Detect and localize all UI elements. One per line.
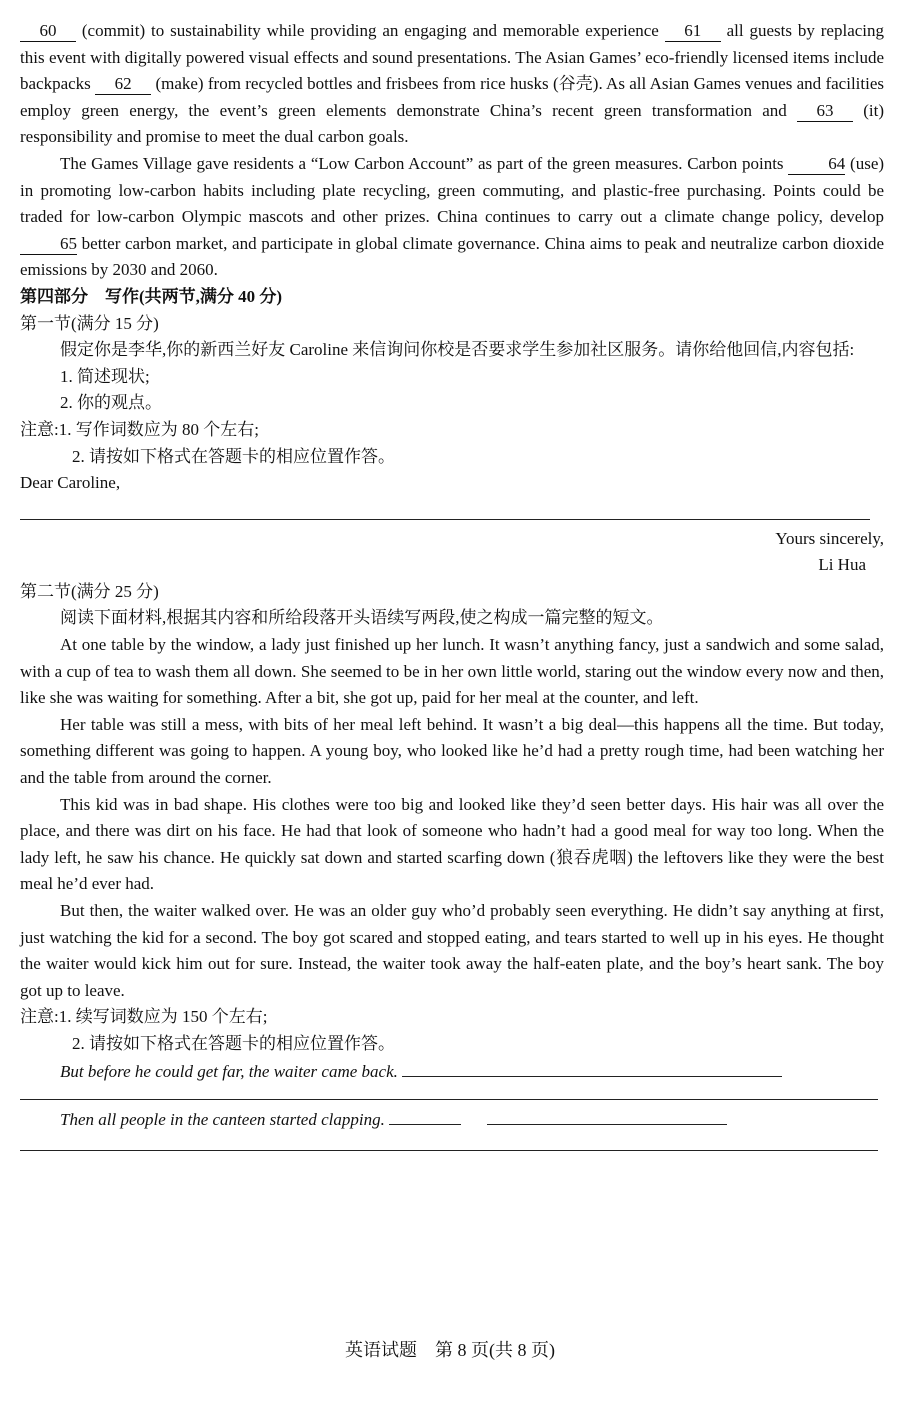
story-paragraph-1: At one table by the window, a lady just finished up her lunch. It wasn’t anything fancy, just a sandwich and some salad, with a cup of tea to wash them all down. She seemed to be in her own little world, staring out the window every now and then, like she was waiting for something. After a bit, she got up, paid for her meal at the counter, and left. <box>20 635 884 708</box>
continuation-starter-1 <box>20 1058 884 1086</box>
letter-closing: Yours sincerely, <box>775 528 884 548</box>
passage-text: (make) from recycled bottles and frisbees from rice husks (谷壳). As all Asian Games venues and facilities employ green energy, the event’s green elements demonstrate China’s recent green transformation and <box>20 74 884 120</box>
passage-text: better carbon market, and participate in global climate governance. China aims to peak and neutralize carbon dioxide emissions by 2030 and 2060. <box>20 233 884 280</box>
section2-note-1: 注意:1. 续写词数应为 150 个左右; <box>20 1007 268 1027</box>
section1-item-1: 1. 简述现状; <box>60 366 150 386</box>
page-footer: 英语试题 第 8 页(共 8 页) <box>345 1340 555 1360</box>
blank-63[interactable]: 63 <box>797 101 853 122</box>
blank-65[interactable]: 65 <box>20 234 77 255</box>
passage-text: (use) in promoting low-carbon habits including plate recycling, green commuting, and plastic-free purchasing. Points could be traded for low-carbon Olympic mascots and other prizes. China continues to carry out a climate change policy, develop <box>20 153 885 227</box>
exam-page <box>20 18 884 1151</box>
section1-item-2: 2. 你的观点。 <box>60 393 162 413</box>
continuation-starter-2 <box>20 1106 884 1134</box>
passage-paragraph-1 <box>20 18 884 151</box>
section1-prompt: 假定你是李华,你的新西兰好友 Caroline 来信询问你校是否要求学生参加社区服务。请你给他回信,内容包括: <box>60 340 855 360</box>
part4-heading: 第四部分 写作(共两节,满分 40 分) <box>20 286 283 306</box>
story-paragraph-2: Her table was still a mess, with bits of her meal left behind. It wasn’t a big deal—this happens all the time. But today, something different was going to happen. A young boy, who looked like he’d had a pretty rough time, had been watching her and the table from around the corner. <box>20 714 884 788</box>
section2-note-2: 2. 请按如下格式在答题卡的相应位置作答。 <box>72 1033 395 1053</box>
passage-text: all guests by replacing this event with digitally powered visual effects and sound presentations. The Asian Games’ eco-friendly licensed items include backpacks <box>20 21 885 94</box>
answer-line[interactable] <box>389 1106 461 1125</box>
blank-60[interactable]: 60 <box>20 21 76 42</box>
answer-line[interactable] <box>402 1058 782 1077</box>
story-paragraph-4: But then, the waiter walked over. He was an older guy who’d probably seen everything. He didn’t say anything at first, just watching the kid for a second. The boy got scared and stopped eating, and tears started to well up in his eyes. He thought the waiter would kick him out for sure. Instead, the waiter took away the half-eaten plate, and the boy’s heart sank. The boy got up to leave. <box>20 901 884 1000</box>
letter-answer-line[interactable] <box>20 519 870 520</box>
blank-62[interactable]: 62 <box>95 74 151 95</box>
starter-2-text: Then all people in the canteen started clapping. <box>60 1110 385 1130</box>
section1-heading: 第一节(满分 15 分) <box>20 313 159 333</box>
letter-salutation: Dear Caroline, <box>20 473 121 493</box>
passage-text: (it) responsibility and promise to meet the dual carbon goals. <box>20 100 885 147</box>
section2-prompt: 阅读下面材料,根据其内容和所给段落开头语续写两段,使之构成一篇完整的短文。 <box>60 608 664 628</box>
passage-paragraph-2 <box>20 151 884 284</box>
answer-line[interactable] <box>20 1150 878 1151</box>
starter-1-text: But before he could get far, the waiter came back. <box>60 1061 398 1081</box>
blank-64[interactable]: 64 <box>788 154 845 175</box>
section2-heading: 第二节(满分 25 分) <box>20 581 159 601</box>
passage-text: (commit) to sustainability while providing an engaging and memorable experience <box>81 21 659 40</box>
answer-line[interactable] <box>487 1106 727 1125</box>
letter-signature: Li Hua <box>818 555 866 575</box>
section1-note-1: 注意:1. 写作词数应为 80 个左右; <box>20 419 259 439</box>
passage-text: The Games Village gave residents a “Low Carbon Account” as part of the green measures. Carbon points <box>60 153 784 173</box>
story-paragraph-3: This kid was in bad shape. His clothes were too big and looked like they’d seen better days. His hair was all over the place, and there was dirt on his face. He had that look of someone who hadn’t had a good meal for way too long. When the lady left, he saw his chance. He quickly sat down and started scarfing down (狼吞虎咽) the leftovers like they were the best meal he’d ever had. <box>20 794 884 894</box>
blank-61[interactable]: 61 <box>665 21 721 42</box>
section1-note-2: 2. 请按如下格式在答题卡的相应位置作答。 <box>72 446 395 466</box>
